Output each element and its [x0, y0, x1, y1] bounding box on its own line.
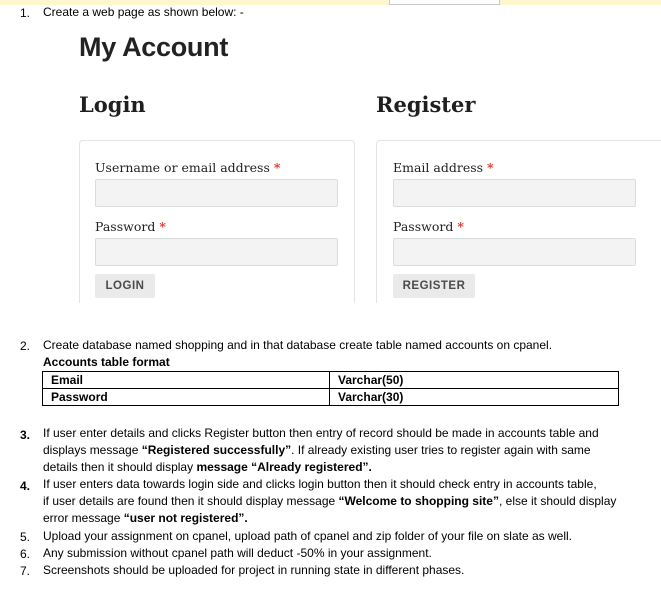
text-run: if user details are found then it should display message	[43, 494, 339, 508]
item-2-text: Create database named shopping and in that database create table named accounts on cpanel.	[43, 338, 553, 352]
my-account-title: My Account	[79, 32, 229, 62]
item-2-number: 2.	[20, 339, 31, 353]
table-row	[43, 372, 619, 389]
text-line	[43, 425, 599, 442]
bold-text-run: “user not registered”.	[123, 511, 248, 525]
register-password-label	[393, 219, 464, 234]
email-label	[393, 160, 494, 175]
username-input[interactable]	[95, 179, 338, 207]
username-required-asterisk: *	[273, 160, 281, 175]
table-cell-field: Password	[43, 389, 330, 406]
text-run: If user enters data towards login side and clicks login button then it should check entry in accounts table,	[43, 477, 597, 491]
text-run: If user enter details and clicks Register button then entry of record should be made in accounts table and	[43, 426, 599, 440]
login-password-label	[95, 219, 166, 234]
item-6-number: 6.	[20, 547, 31, 561]
text-line	[43, 510, 616, 527]
text-line	[43, 442, 599, 459]
username-label-text: Username or email address	[95, 160, 270, 175]
register-heading: Register	[376, 92, 476, 117]
top-strip-tab	[389, 0, 500, 5]
register-button[interactable]: REGISTER	[393, 274, 475, 298]
table-cell-type: Varchar(30)	[330, 389, 619, 406]
table-cell-type: Varchar(50)	[330, 372, 619, 389]
login-button[interactable]: LOGIN	[95, 274, 155, 298]
register-form	[376, 140, 661, 303]
register-password-required-asterisk: *	[457, 219, 464, 234]
text-run: error message	[43, 511, 124, 525]
item-6-text: Any submission without cpanel path will deduct -50% in your assignment.	[43, 546, 432, 560]
text-line	[43, 476, 616, 493]
item-7-text: Screenshots should be uploaded for project in running state in different phases.	[43, 563, 465, 577]
item-1-text: Create a web page as shown below: -	[43, 5, 244, 19]
text-run: . If already existing user tries to register again with same	[291, 443, 591, 457]
email-required-asterisk: *	[487, 160, 494, 175]
table-cell-field: Email	[43, 372, 330, 389]
item-5-number: 5.	[20, 530, 31, 544]
accounts-table-caption: Accounts table format	[43, 355, 170, 369]
text-run: details then it should display	[43, 460, 197, 474]
login-password-input[interactable]	[95, 238, 338, 266]
item-7-number: 7.	[20, 564, 31, 578]
bold-text-run: “Welcome to shopping site”	[338, 494, 499, 508]
item-3-number: 3.	[20, 428, 31, 442]
email-label-text: Email address	[393, 160, 484, 175]
bold-text-run: “Registered successfully”	[141, 443, 292, 457]
table-row	[43, 389, 619, 406]
bold-text-run: message “Already registered”.	[196, 460, 372, 474]
text-run: displays message	[43, 443, 142, 457]
accounts-table	[42, 371, 619, 406]
login-password-required-asterisk: *	[159, 219, 166, 234]
email-input[interactable]	[393, 179, 636, 207]
item-3-text	[43, 425, 599, 476]
text-run: , else it should display	[498, 494, 617, 508]
item-4-text	[43, 476, 616, 527]
register-password-input[interactable]	[393, 238, 636, 266]
item-5-text: Upload your assignment on cpanel, upload path of cpanel and zip folder of your file on slate as well.	[43, 529, 572, 543]
login-form	[79, 140, 355, 303]
item-4-number: 4.	[20, 479, 31, 493]
login-heading: Login	[79, 92, 146, 117]
username-label	[95, 160, 280, 175]
text-line	[43, 459, 599, 476]
text-line	[43, 493, 616, 510]
register-password-label-text: Password	[393, 219, 454, 234]
login-password-label-text: Password	[95, 219, 156, 234]
item-1-number: 1.	[20, 6, 31, 20]
